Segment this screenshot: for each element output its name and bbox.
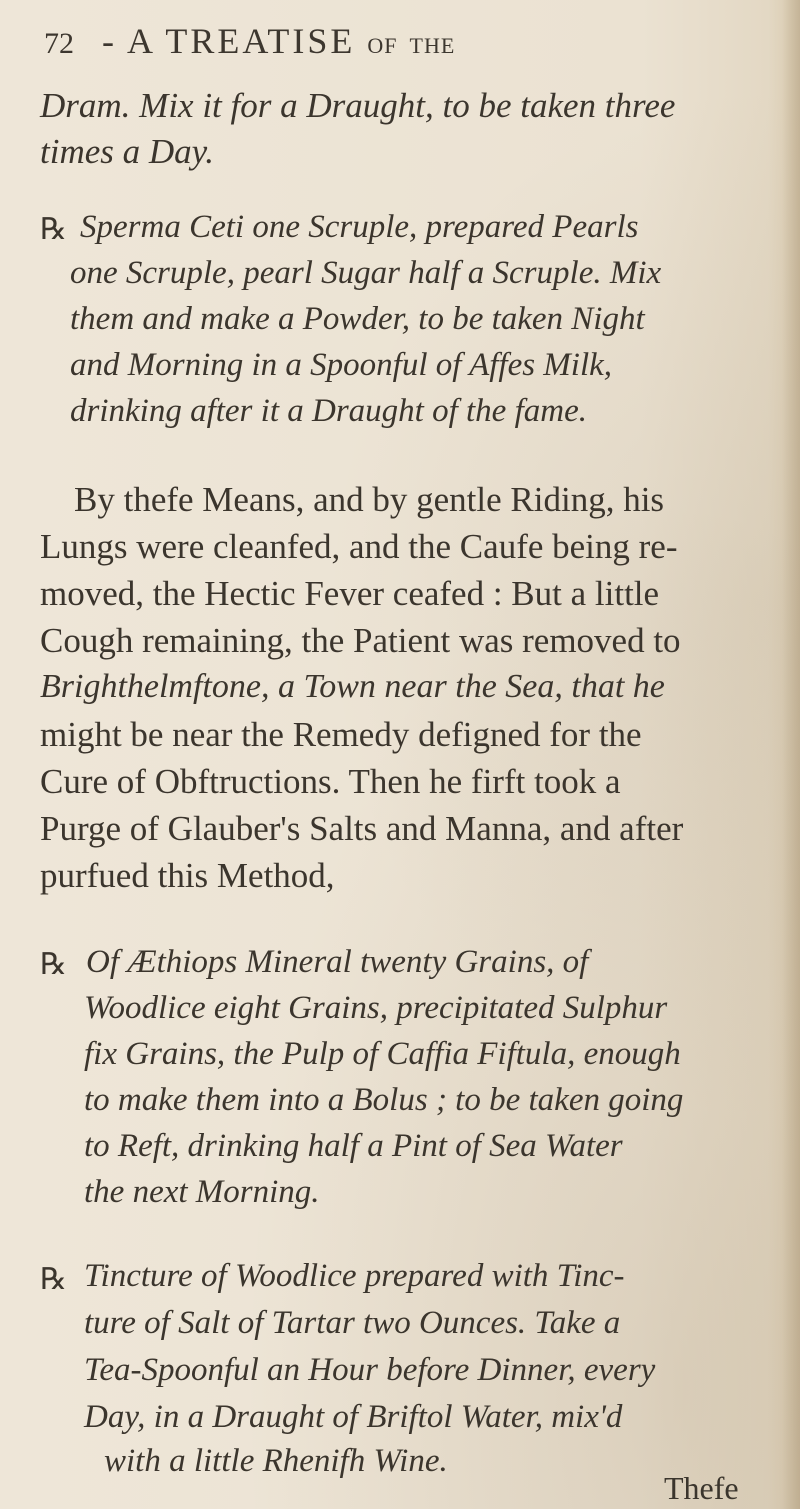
text-line: purfued this Method, — [40, 856, 335, 895]
text-line: By thefe Means, and by gentle Riding, his — [74, 480, 665, 519]
catchword: Thefe — [664, 1470, 739, 1506]
page-number: 72 — [44, 27, 74, 60]
text-line: one Scruple, pearl Sugar half a Scruple. Mix — [70, 255, 662, 291]
text-line: to make them into a Bolus ; to be taken going — [84, 1082, 684, 1118]
text-line: fix Grains, the Pulp of Caffia Fiftula, enough — [84, 1036, 681, 1072]
recipe-symbol-icon: ℞ — [40, 948, 67, 981]
text-line: them and make a Powder, to be taken Night — [70, 301, 645, 337]
text-line: Dram. Mix it for a Draught, to be taken three — [40, 86, 676, 125]
page-edge-shadow — [782, 0, 800, 1509]
text-line: the next Morning. — [84, 1174, 320, 1210]
text-line: Day, in a Draught of Briftol Water, mix'd — [84, 1399, 623, 1435]
text-line: and Morning in a Spoonful of Affes Milk, — [70, 347, 613, 383]
text-line: Lungs were cleanfed, and the Caufe being re- — [40, 527, 678, 566]
text-line: Purge of Glauber's Salts and Manna, and after — [40, 809, 684, 848]
running-header — [44, 20, 764, 62]
text-line: ture of Salt of Tartar two Ounces. Take a — [84, 1305, 621, 1341]
header-of: OF — [367, 33, 398, 58]
text-line: Brighthelmftone, a Town near the Sea, that he — [40, 668, 665, 705]
text-line: moved, the Hectic Fever ceafed : But a little — [40, 574, 660, 613]
text-line: Sperma Ceti one Scruple, prepared Pearls — [80, 209, 639, 245]
header-title: A TREATISE — [127, 21, 356, 61]
text-line: might be near the Remedy defigned for the — [40, 715, 642, 754]
text-line: drinking after it a Draught of the fame. — [70, 393, 587, 429]
text-line: times a Day. — [40, 132, 215, 171]
text-line: Cough remaining, the Patient was removed to — [40, 621, 681, 660]
header-dash: - — [102, 21, 117, 61]
recipe-symbol-icon: ℞ — [40, 213, 67, 246]
header-the: THE — [409, 33, 456, 58]
recipe-symbol-icon: ℞ — [40, 1263, 67, 1296]
text-line: Tea-Spoonful an Hour before Dinner, every — [84, 1352, 656, 1388]
text-line: Cure of Obftructions. Then he firft took a — [40, 762, 621, 801]
text-line: Woodlice eight Grains, precipitated Sulphur — [84, 990, 668, 1026]
text-line: Tincture of Woodlice prepared with Tinc- — [84, 1258, 625, 1294]
text-line: Of Æthiops Mineral twenty Grains, of — [86, 944, 589, 980]
text-line: to Reft, drinking half a Pint of Sea Water — [84, 1128, 623, 1164]
text-line: with a little Rhenifh Wine. — [104, 1443, 448, 1479]
